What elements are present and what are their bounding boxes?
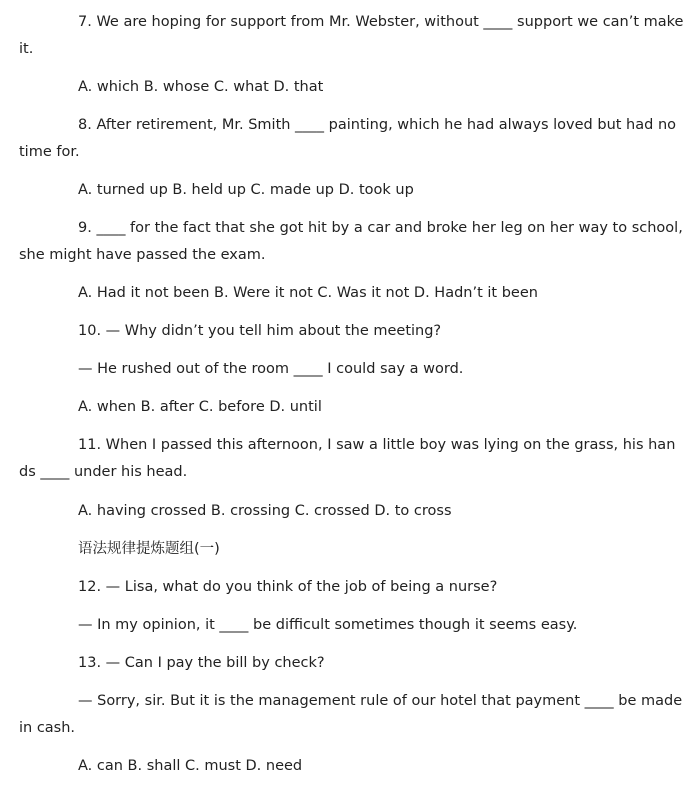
question-11: 11. When I passed this afternoon, I saw a little boy was lying on the grass, his hands ____ under his head. bbox=[19, 437, 676, 480]
section-heading: 语法规律提炼题组(一) bbox=[78, 541, 220, 557]
question-10-reply: — He rushed out of the room ____ I could say a word. bbox=[78, 361, 464, 377]
question-7-options: A. which B. whose C. what D. that bbox=[78, 79, 324, 95]
question-13-reply: — Sorry, sir. But it is the management rule of our hotel that payment ____ be made in cash. bbox=[19, 693, 683, 736]
question-12-reply: — In my opinion, it ____ be difficult sometimes though it seems easy. bbox=[78, 617, 578, 633]
question-8-options: A. turned up B. held up C. made up D. took up bbox=[78, 182, 414, 198]
question-12-prompt: 12. — Lisa, what do you think of the job of being a nurse? bbox=[78, 579, 498, 595]
question-7: 7. We are hoping for support from Mr. Webster, without ____ support we can’t make it. bbox=[19, 14, 684, 57]
question-8: 8. After retirement, Mr. Smith ____ painting, which he had always loved but had no time for. bbox=[19, 117, 677, 160]
question-9: 9. ____ for the fact that she got hit by a car and broke her leg on her way to school, she might have passed the exam. bbox=[19, 220, 683, 263]
question-13-prompt: 13. — Can I pay the bill by check? bbox=[78, 655, 325, 671]
question-9-options: A. Had it not been B. Were it not C. Was it not D. Hadn’t it been bbox=[78, 285, 538, 301]
question-13-options: A. can B. shall C. must D. need bbox=[78, 758, 303, 774]
question-10-prompt: 10. — Why didn’t you tell him about the meeting? bbox=[78, 323, 442, 339]
question-11-options: A. having crossed B. crossing C. crossed D. to cross bbox=[78, 503, 452, 519]
question-10-options: A. when B. after C. before D. until bbox=[78, 399, 322, 415]
